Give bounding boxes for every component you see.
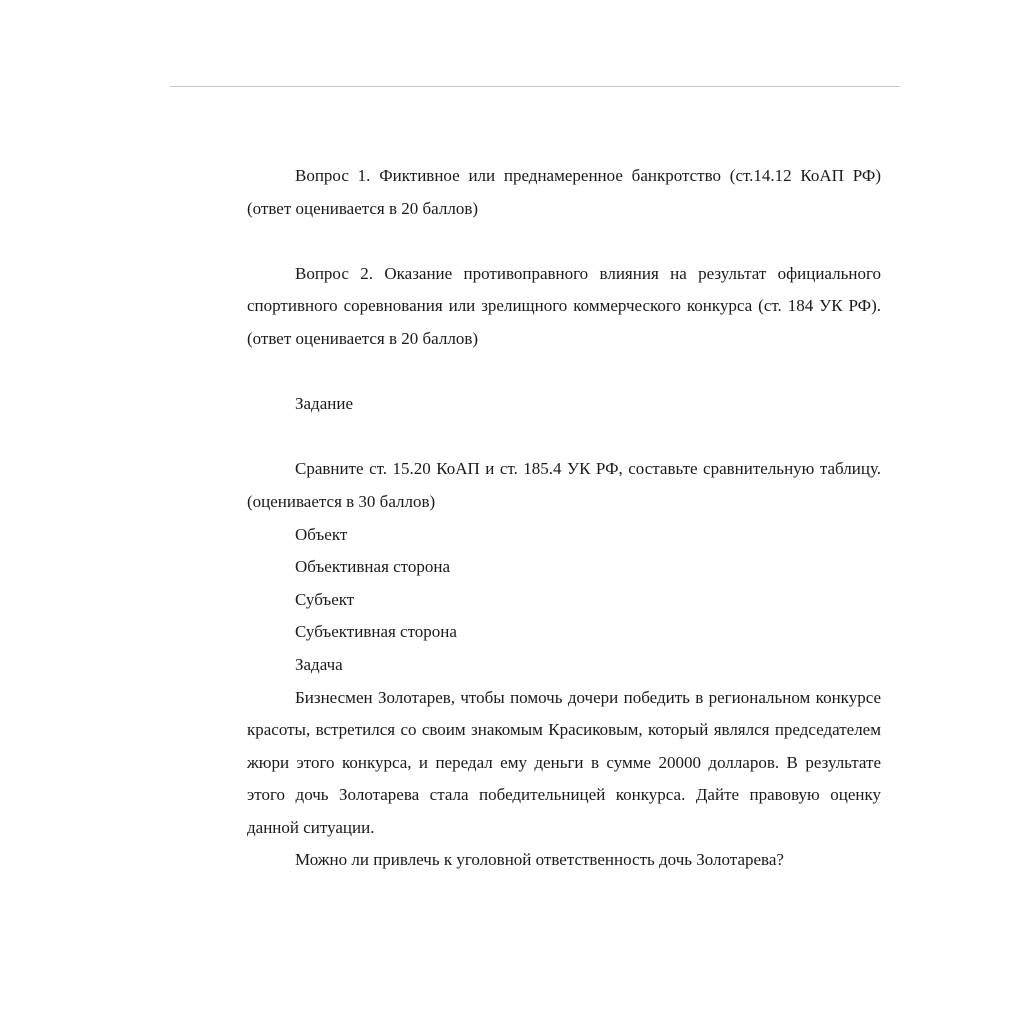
task-text: Сравните ст. 15.20 КоАП и ст. 185.4 УК РФ, составьте сравнительную таблицу. (оценивается в 30 баллов) — [247, 459, 881, 511]
question-2: Вопрос 2. Оказание противоправного влияния на результат официального спортивного соревнования или зрелищного коммерческого конкурса (ст. 184 УК РФ). (ответ оценивается в 20 баллов) — [247, 263, 881, 348]
problem-question: Можно ли привлечь к уголовной ответственность дочь Золотарева? — [295, 850, 784, 870]
compare-item-objective-side: Объективная сторона — [295, 557, 451, 577]
spacer — [247, 225, 881, 258]
question-1: Вопрос 1. Фиктивное или преднамеренное банкротство (ст.14.12 КоАП РФ) (ответ оценивается в 20 баллов) — [247, 166, 881, 218]
compare-item-subjective-side: Субъективная сторона — [295, 622, 457, 642]
spacer — [247, 421, 881, 454]
task-heading: Задание — [295, 394, 353, 414]
compare-item-subject: Субъект — [295, 589, 355, 609]
problem-heading: Задача — [295, 654, 343, 674]
problem-text: Бизнесмен Золотарев, чтобы помочь дочери победить в региональном конкурсе красоты, встретился со своим знакомым Красиковым, который являлся председателем жюри этого конкурса, и передал ему деньги в сумме 20000 долларов. В результате этого дочь Золотарева стала победительницей конкурса. Дайте правовую оценку данной ситуации. — [247, 687, 881, 837]
compare-item-object: Объект — [295, 524, 348, 544]
spacer — [247, 356, 881, 389]
page-top-divider — [170, 86, 900, 87]
document-page — [247, 160, 881, 877]
